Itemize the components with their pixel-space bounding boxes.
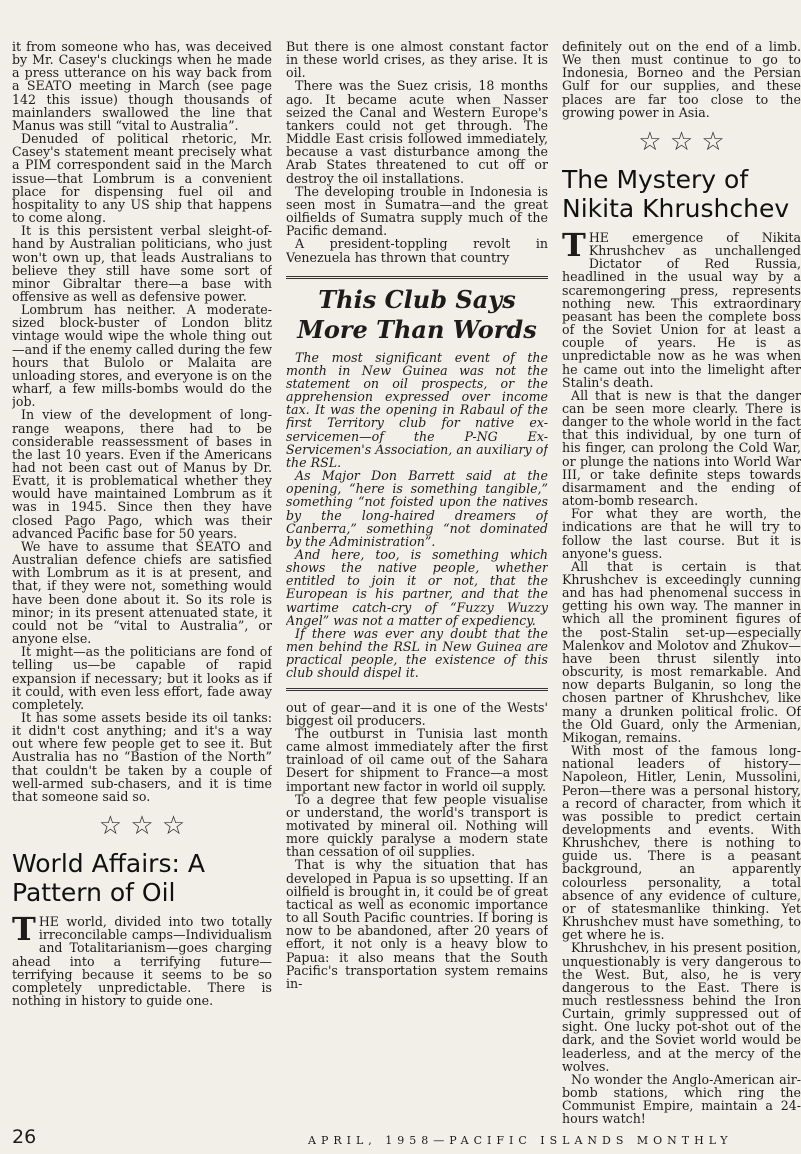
column-middle: [286, 40, 548, 990]
article-paragraph: Denuded of political rhetoric, Mr. Casey's statement meant precisely what a PIM correspondent said in the March issue—that Lombrum is a convenient place for dispensing fuel oil and hospitality to any US ship that happens to come along.: [12, 131, 272, 226]
column-right: [562, 40, 801, 1126]
page-footer: [12, 1126, 801, 1154]
article-lead-paragraph: THE emergence of Nikita Khrushchev as unchallenged Dictator of Red Russia, headlined in the usual way by a scaremongering press, represents nothing new. This extraordinary peasant has been the complete boss of the Soviet Union for at least a couple of years. He is as unpredictable now as he was when he came out into the limelight after Stalin's death.: [562, 225, 801, 390]
section-divider-stars: ☆ ☆ ☆: [98, 811, 186, 842]
box-paragraph: And here, too, is something which shows the native people, whether entitled to join it or not, that the European is his partner, and that the wartime catch-cry of “Fuzzy Wuzzy Angel” was not a matter of expediency.: [286, 547, 548, 628]
article-paragraph: It is this persistent verbal sleight-of-hand by Australian politicians, who just won't own up, that leads Australians to believe they still have some sort of minor Gibraltar there—a base with offensive as well as defensive power.: [12, 223, 272, 304]
article-paragraph: There was the Suez crisis, 18 months ago. It became acute when Nasser seized the Canal and Western Europe's tankers could not get through. The Middle East crisis followed immediately, because a vast disturbance among the Arab States threatened to cut off or destroy the oil installations.: [286, 78, 548, 186]
article-paragraph: it from someone who has, was deceived by Mr. Casey's cluckings when he made a press utterance on his way back from a SEATO meeting in March (see page 142 this issue) though thousands of mainlanders swallowed the line that Manus was still “vital to Australia”.: [12, 40, 272, 133]
section-divider-stars: ☆ ☆ ☆: [638, 126, 725, 157]
drop-cap: T: [12, 910, 36, 949]
box-paragraph: The most significant event of the month in New Guinea was not the statement on oil prospects, or the apprehension expressed over income tax. It was the opening in Rabaul of the first Territory club for native ex-servicemen—of the P-NG Ex-Servicemen's Association, an auxiliary of the RSL.: [286, 349, 548, 470]
article-paragraph: All that is certain is that Khrushchev is exceedingly cunning and has had phenomenal success in getting his own way. The manner in which all the prominent figures of the post-Stalin set-up—especially Malenkov and Molotov and Zhukov—have been thrust silently into obscurity, is most remarkable. And now departs Bulganin, so long the chosen partner of Khrushchev, like many a drunken political frolic. Of the Old Guard, only the Armenian, Mikogan, remains.: [562, 558, 801, 745]
article-lead-paragraph: THE world, divided into two totally irreconcilable camps—Individualism and Totalitarianism—goes charging ahead into a terrifying future—terrifying because it seems to be so completely unpredictable. There is nothing in history to guide one.: [12, 910, 272, 1008]
box-bottom-rule: [286, 688, 548, 691]
article-headline: The Mystery of Nikita Khrushchev: [562, 164, 790, 223]
article-paragraph: In view of the development of long-range weapons, there had to be considerable reassessment of bases in the last 10 years. Even if the Americans had not been cast out of Manus by Dr. Evatt, it is problematical whether they would have maintained Lombrum as it was in 1945. Since then they have closed Pago Pago, which was their advanced Pacific base for 50 years.: [12, 407, 272, 541]
article-paragraph: definitely out on the end of a limb. We then must continue to go to Indonesia, Borneo and the Persian Gulf for our supplies, and these places are far too close to the growing power in Asia.: [562, 40, 801, 120]
box-top-rule: [286, 276, 548, 279]
editorial-box: [286, 276, 548, 691]
article-paragraph: A president-toppling revolt in Venezuela has thrown that country: [286, 236, 548, 265]
article-paragraph: We have to assume that SEATO and Australian defence chiefs are satisfied with Lombrum as it is at present, and that, if they were not, something would have been done about it. So its role is minor; in its present attenuated state, it could not be “vital to Australia”, or anyone else.: [12, 538, 272, 647]
article-paragraph: That is why the situation that has developed in Papua is so upsetting. If an oilfield is brought in, it could be of great tactical as well as economic importance to all South Pacific countries. If boring is now to be abandoned, after 20 years of effort, it not only is a heavy blow to Papua: it also means that the South Pacific's transportation system remains in-: [286, 857, 548, 990]
article-paragraph: out of gear—and it is one of the Wests' biggest oil producers.: [286, 699, 548, 728]
article-paragraph: Khrushchev, in his present position, unquestionably is very dangerous to the West. But, also, he is very dangerous to the East. There is much restlessness behind the Iron Curtain, grimly suppressed out of sight. One lucky pot-shot out of the dark, and the Soviet world would be leaderless, and at the mercy of the wolves.: [562, 940, 801, 1074]
box-paragraph: If there was ever any doubt that the men behind the RSL in New Guinea are practical people, the existence of this club should dispel it.: [286, 625, 548, 681]
box-paragraph: As Major Don Barrett said at the opening, “here is something tangible,” something “not foisted upon the natives by the long-haired dreamers of Canberra,” something “not dominated by the Administration”.: [286, 468, 548, 549]
page-number: 26: [12, 1126, 37, 1148]
article-paragraph: Lombrum has neither. A moderate-sized block-buster of London blitz vintage would wipe the whole thing out—and if the enemy called during the few hours that Bulolo or Malaita are unloading stores, and everyone is on the wharf, a few mills-bombs would do the job.: [12, 302, 272, 410]
article-paragraph: No wonder the Anglo-American air-bomb stations, which ring the Communist Empire, maintain a 24-hours watch!: [562, 1071, 801, 1126]
column-left: [12, 40, 272, 1007]
box-title: This Club Says More Than Words: [297, 284, 537, 344]
article-headline: World Affairs: A Pattern of Oil: [12, 849, 205, 908]
article-paragraph: The developing trouble in Indonesia is seen most in Sumatra—and the great oilfields of Sumatra supply much of the Pacific demand.: [286, 183, 548, 239]
article-paragraph: With most of the famous long-national leaders of history—Napoleon, Hitler, Lenin, Mussolini, Peron—there was a personal history, a record of character, from which it was possible to predict certain developments and events. With Khrushchev, there is nothing to guide us. There is a peasant background, an apparently colourless personality, a total absence of any evidence of culture, or of statesmanlike thinking. Yet Khrushchev must have something, to get where he is.: [562, 743, 801, 943]
drop-cap: T: [562, 225, 586, 264]
article-paragraph: The outburst in Tunisia last month came almost immediately after the first trainload of oil came out of the Sahara Desert for shipment to France—a most important new factor in world oil supply.: [286, 725, 548, 794]
article-paragraph: It might—as the politicians are fond of telling us—be capable of rapid expansion if necessary; but it looks as if it could, with even less effort, fade away completely.: [12, 644, 272, 712]
article-paragraph: For what they are worth, the indications are that he will try to follow the last course. But it is anyone's guess.: [562, 506, 801, 561]
article-paragraph: It has some assets beside its oil tanks: it didn't cost anything; and it's a way out where few people get to see it. But Australia has no “Bastion of the North” that couldn't be taken by a couple of well-armed sub-chasers, and it is time that someone said so.: [12, 709, 272, 804]
article-paragraph: But there is one almost constant factor in these world crises, as they arise. It is oil.: [286, 40, 548, 81]
article-paragraph: To a degree that few people visualise or understand, the world's transport is motivated by mineral oil. Nothing will more quickly paralyse a modern state than cessation of oil supplies.: [286, 791, 548, 860]
article-paragraph: All that is new is that the danger can be seen more clearly. There is danger to the whole world in the fact that this individual, by one turn of his finger, can prolong the Cold War, or plunge the nations into World War III, or take definite steps towards disarmament and the ending of atom-bomb research.: [562, 387, 801, 509]
running-footer: APRIL, 1958—PACIFIC ISLANDS MONTHLY: [308, 1134, 733, 1147]
